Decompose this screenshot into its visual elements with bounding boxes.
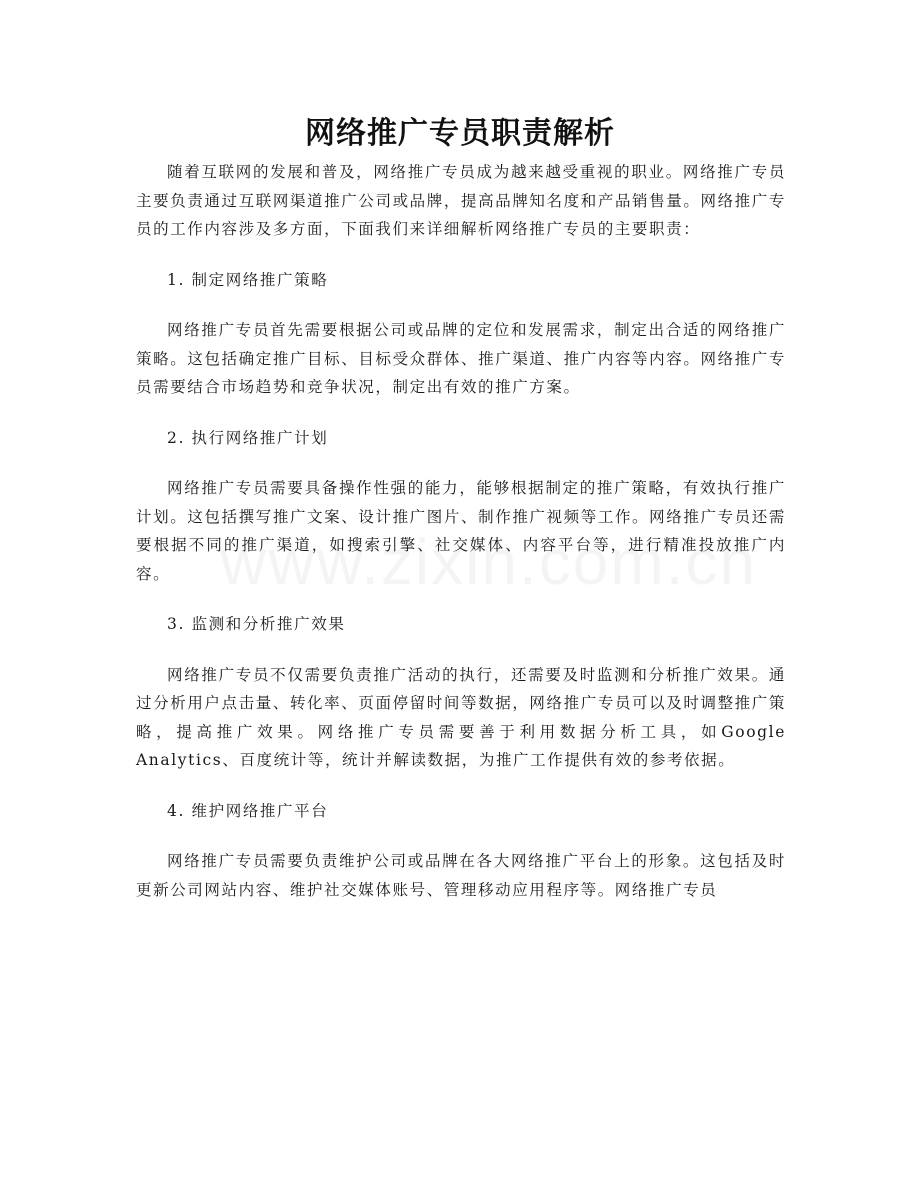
section-body-3: 网络推广专员不仅需要负责推广活动的执行，还需要及时监测和分析推广效果。通过分析用户点击量、转化率、页面停留时间等数据，网络推广专员可以及时调整推广策略，提高推广效果。网络推广专员需要善于利用数据分析工具，如Google Analytics、百度统计等，统计并解读数据，为推广工作提供有效的参考依据。 xyxy=(136,665,786,769)
section-heading-3: 3. 监测和分析推广效果 xyxy=(167,615,346,633)
section-body-4: 网络推广专员需要负责维护公司或品牌在各大网络推广平台上的形象。这包括及时更新公司网站内容、维护社交媒体账号、管理移动应用程序等。网络推广专员 xyxy=(136,852,786,899)
section-body-1: 网络推广专员首先需要根据公司或品牌的定位和发展需求，制定出合适的网络推广策略。这包括确定推广目标、目标受众群体、推广渠道、推广内容等内容。网络推广专员需要结合市场趋势和竞争状况，制定出有效的推广方案。 xyxy=(136,321,786,396)
section-heading-2: 2. 执行网络推广计划 xyxy=(167,428,329,447)
section-heading-1: 1. 制定网络推广策略 xyxy=(167,270,329,289)
section-heading-4: 4. 维护网络推广平台 xyxy=(167,801,329,820)
intro-paragraph: 随着互联网的发展和普及，网络推广专员成为越来越受重视的职业。网络推广专员主要负责通过互联网渠道推广公司或品牌，提高品牌知名度和产品销售量。网络推广专员的工作内容涉及多方面，下面我们来详细解析网络推广专员的主要职责： xyxy=(136,163,786,238)
document-body xyxy=(136,158,786,926)
section-body-2: 网络推广专员需要具备操作性强的能力，能够根据制定的推广策略，有效执行推广计划。这包括撰写推广文案、设计推广图片、制作推广视频等工作。网络推广专员还需要根据不同的推广渠道，如搜索引擎、社交媒体、内容平台等，进行精准投放推广内容。 xyxy=(136,479,786,583)
page-title: 网络推广专员职责解析 xyxy=(305,116,615,151)
